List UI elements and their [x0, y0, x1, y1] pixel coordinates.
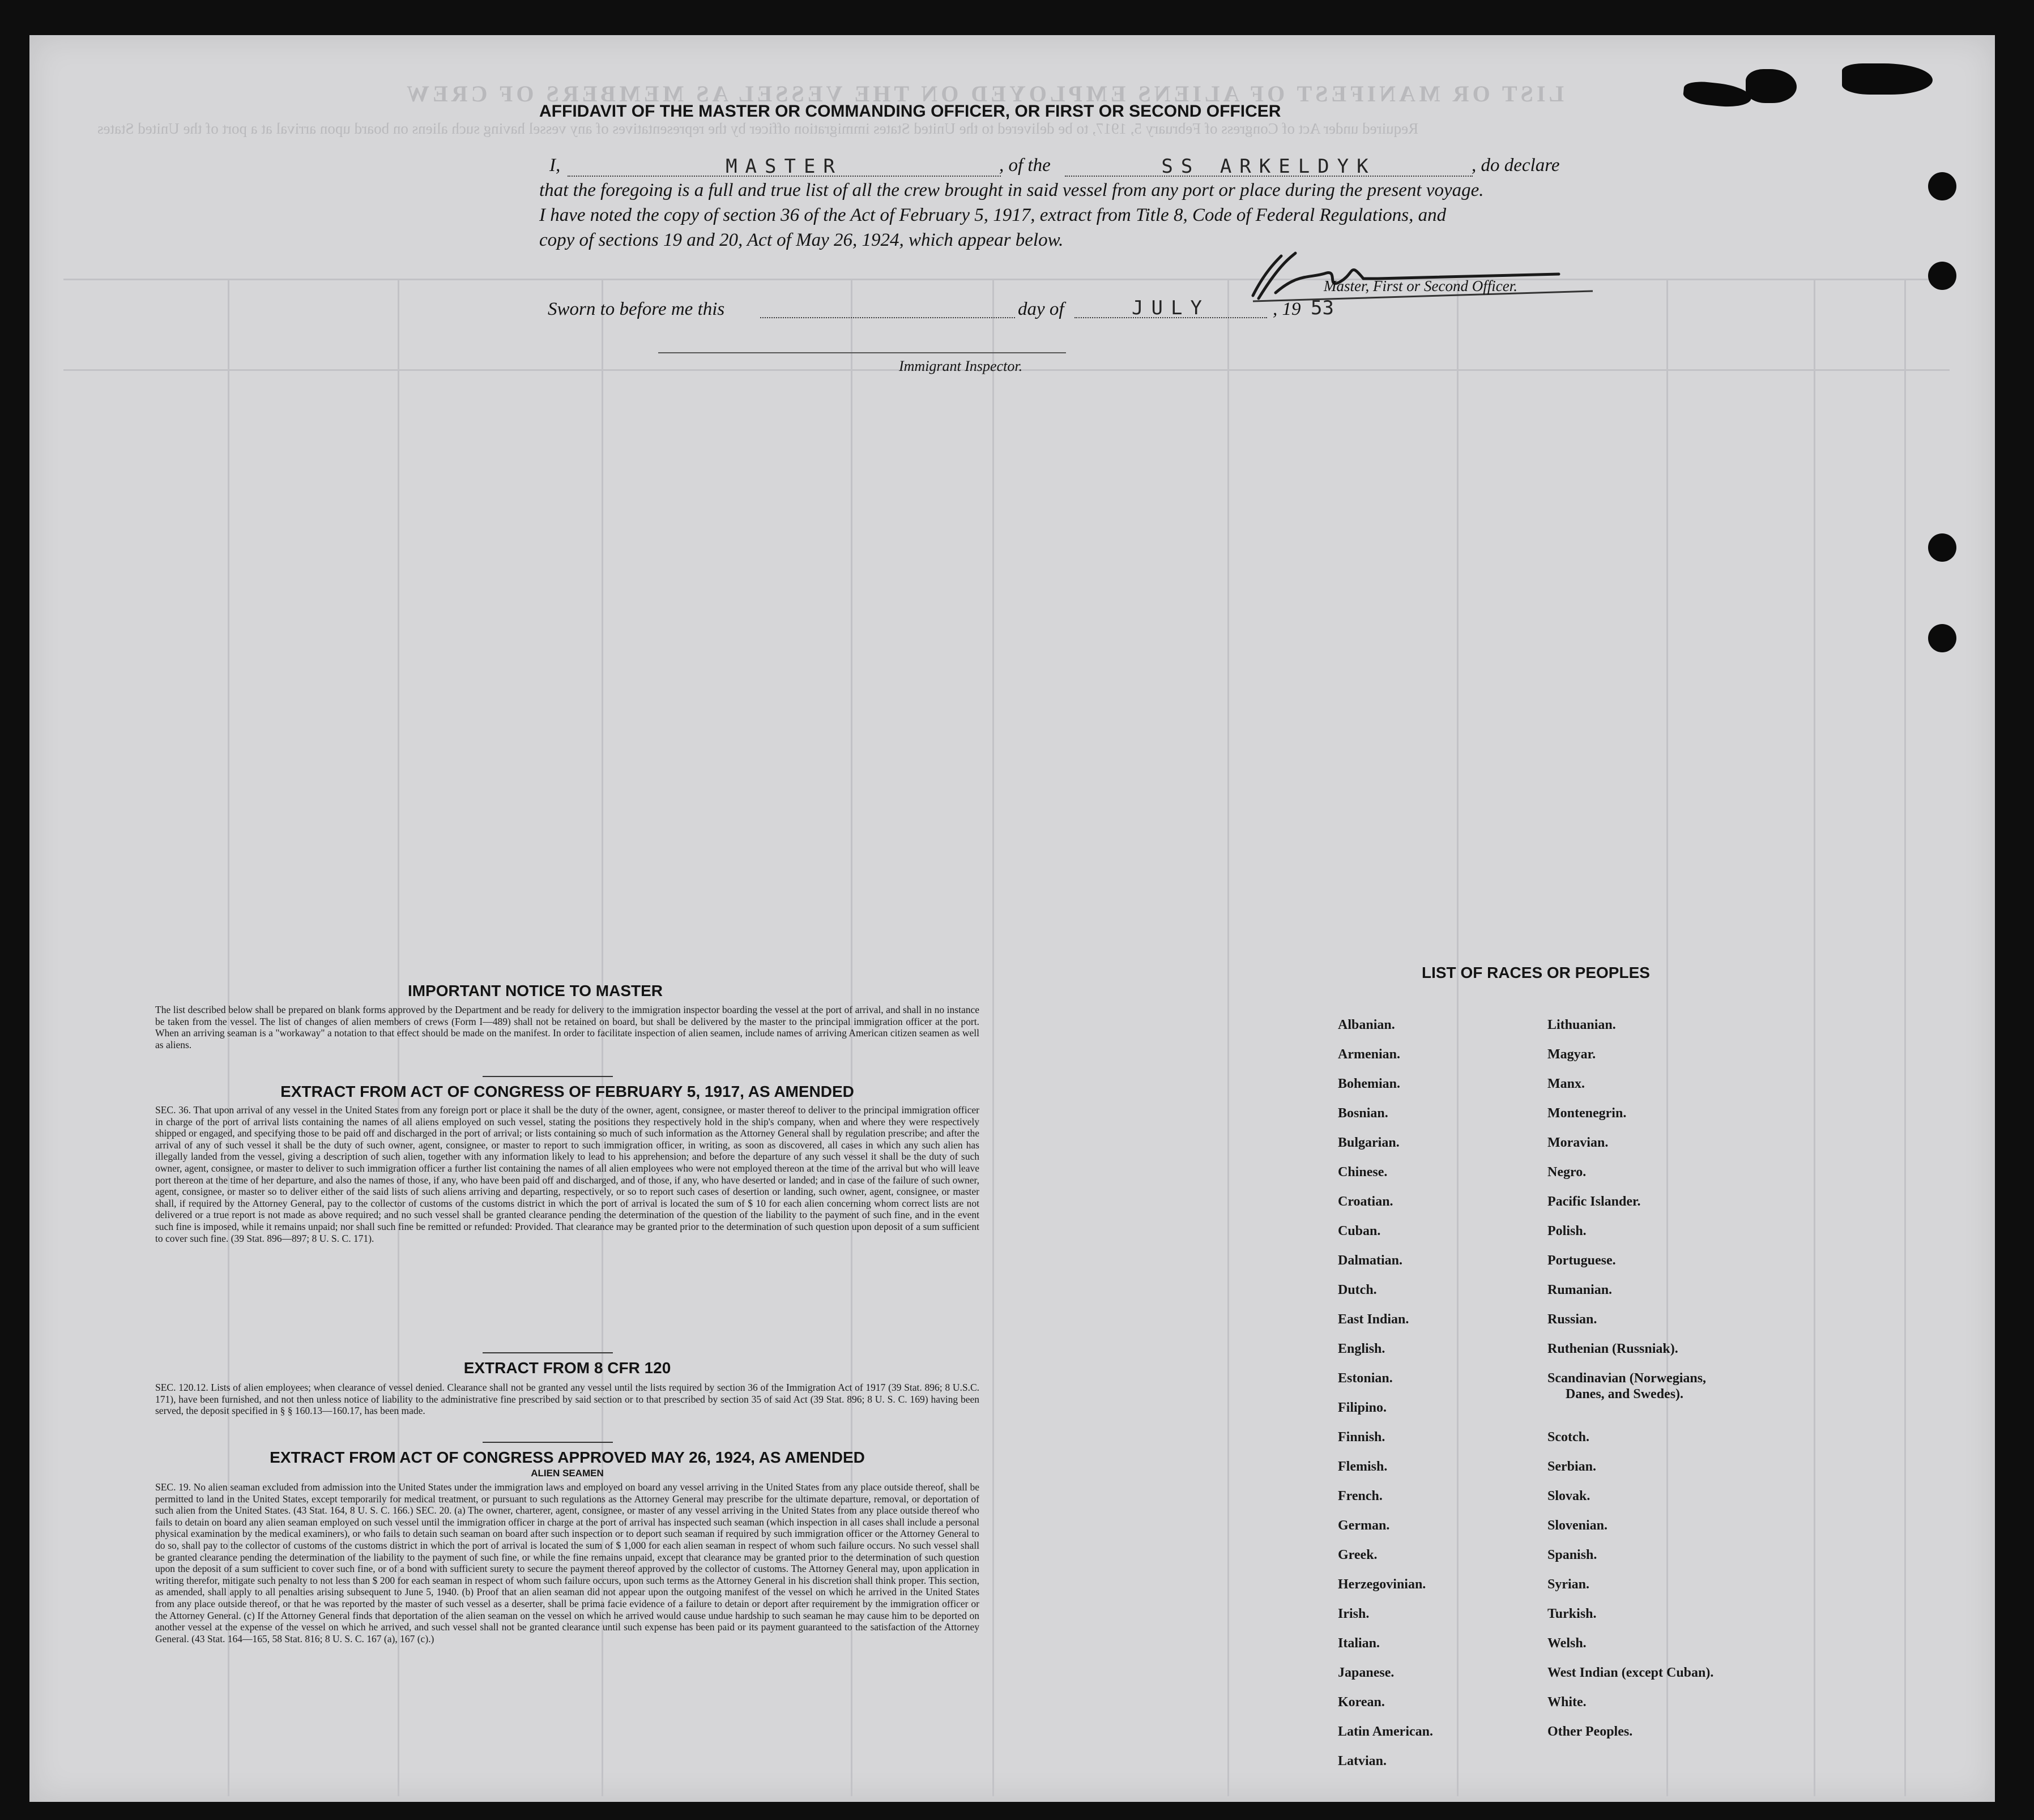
race-item: French.: [1338, 1489, 1383, 1503]
race-item: Italian.: [1338, 1636, 1380, 1651]
race-item: Moravian.: [1547, 1135, 1609, 1150]
torn-edge: [1842, 63, 1933, 95]
race-item: East Indian.: [1338, 1312, 1409, 1327]
sworn-label: Sworn to before me this: [548, 299, 725, 319]
race-item: Armenian.: [1338, 1047, 1400, 1062]
affidavit-statement-line: I have noted the copy of section 36 of the Act of February 5, 1917, extract from Title 8, Code of Federal Regulations, and: [539, 205, 1447, 225]
extract-1917-body: SEC. 36. That upon arrival of any vessel in the United States from any foreign port or place it shall be the duty of the owner, agent, consignee, or master thereof to deliver to the principal immigration officer in charge of the port of arrival lists containing the names of all aliens employed on such vessel, stating the positions they respectively hold in the ship's company, when and where they were respectively shipped or engaged, and specifying those to be paid off and discharged in the port of arrival; or lists containing so much of such information as the Attorney General shall by regulation prescribe; and after the arrival of any of such vessel it shall be the duty of such owner, agent, consignee, or master to report to such immigration officer, in writing, as soon as discovered, all cases in which any such alien has illegally landed from the vessel, giving a description of such alien, together with any information likely to lead to his apprehension; and before the departure of any such vessel it shall be the duty of such owner, agent, consignee, or master to deliver to such immigration officer a further list containing the names of all alien employees who were not employed thereon at the time of the arrival but who will leave port thereon at the time of her departure, and also the names of those, if any, who have been paid off and discharged, and of those, if any, who have deserted or landed; and in case of the failure of such owner, agent, consignee, or master so to deliver either of the said lists of such aliens arriving and departing, respectively, or so to report such cases of desertion or landing, such owner, agent, consignee, or master shall, if required by the Attorney General, pay to the collector of customs of the customs district in which the port of arrival is located the sum of $ 10 for each alien concerning whom correct lists are not delivered or a true report is not made as above required; and no such vessel shall be granted clearance pending the determination of the question of the liability to the payment of such fine, and in the event such fine is imposed, while it remains unpaid; nor shall such fine be remitted or refunded: Provided. That clearance may be granted prior to the determination of such question upon deposit of a sum sufficient to cover such fine. (39 Stat. 896—897; 8 U. S. C. 171).: [155, 1104, 979, 1244]
bleed-through-rule: [992, 279, 994, 1796]
torn-edge: [1682, 80, 1752, 109]
race-item: Rumanian.: [1547, 1283, 1613, 1297]
affidavit-statement-line: that the foregoing is a full and true list of all the crew brought in said vessel from any port or place during the present voyage.: [539, 180, 1484, 200]
inspector-caption: Immigrant Inspector.: [899, 358, 1023, 374]
punch-hole: [1928, 624, 1956, 652]
race-item: Estonian.: [1338, 1371, 1393, 1386]
race-item: Scotch.: [1547, 1430, 1589, 1445]
race-item: Spanish.: [1547, 1548, 1597, 1562]
notice-title: IMPORTANT NOTICE TO MASTER: [407, 982, 663, 999]
race-item: Negro.: [1547, 1165, 1587, 1180]
race-item: Serbian.: [1547, 1459, 1597, 1474]
race-item: Cuban.: [1338, 1224, 1381, 1238]
section-divider: [483, 1442, 613, 1443]
day-of-label: day of: [1018, 299, 1064, 319]
notice-body: The list described below shall be prepared on blank forms approved by the Department and be ready for delivery to the immigration inspector boarding the vessel at the port of arrival, and shall in no instance be taken from the vessel. The list of changes of alien members of crews (Form I—489) shall not be retained on board, but shall be delivered by the master to the principal immigration officer at the port. When an arriving seaman is a "workaway" a notation to that effect should be made on the manifest. In order to facilitate inspection of alien seamen, include names of arriving American citizen seamen as well as aliens.: [155, 1004, 979, 1050]
race-item: White.: [1547, 1695, 1587, 1710]
extract-1924-subtitle: ALIEN SEAMEN: [531, 1468, 604, 1479]
punch-hole: [1928, 533, 1956, 562]
race-item: Herzegovinian.: [1338, 1577, 1426, 1592]
torn-edge: [1746, 69, 1797, 103]
race-item: Albanian.: [1338, 1018, 1395, 1032]
race-item: Greek.: [1338, 1548, 1378, 1562]
bleed-through-rule: [1904, 279, 1906, 1796]
race-item: Bulgarian.: [1338, 1135, 1400, 1150]
bleed-through-rule: [1666, 279, 1668, 1796]
race-item: Dutch.: [1338, 1283, 1377, 1297]
race-item: Turkish.: [1547, 1607, 1597, 1621]
race-item: Dalmatian.: [1338, 1253, 1402, 1268]
race-item: Montenegrin.: [1547, 1106, 1627, 1121]
race-item: Pacific Islander.: [1547, 1194, 1641, 1209]
race-item: Scandinavian (Norwegians,: [1547, 1371, 1707, 1386]
races-title: LIST OF RACES OR PEOPLES: [1422, 964, 1650, 981]
race-item: Magyar.: [1547, 1047, 1596, 1062]
extract-cfr-title: EXTRACT FROM 8 CFR 120: [463, 1359, 671, 1377]
race-item: Bohemian.: [1338, 1076, 1401, 1091]
race-item: Bosnian.: [1338, 1106, 1388, 1121]
race-item: Portuguese.: [1547, 1253, 1616, 1268]
race-item: Ruthenian (Russniak).: [1547, 1341, 1678, 1356]
bleed-through-rule: [1227, 279, 1229, 1796]
sworn-year-field: 53: [1311, 297, 1334, 319]
affidavit-statement-line: copy of sections 19 and 20, Act of May 26, 1924, which appear below.: [539, 230, 1064, 250]
race-item: Lithuanian.: [1547, 1018, 1616, 1032]
race-item: Danes, and Swedes).: [1566, 1387, 1684, 1402]
affidavit-name-field: MASTER: [568, 155, 1001, 177]
affidavit-heading: AFFIDAVIT OF THE MASTER OR COMMANDING OFFICER, OR FIRST OR SECOND OFFICER: [539, 102, 1281, 121]
sworn-month-field: JULY: [1074, 297, 1267, 318]
bleed-through-rule: [1457, 279, 1459, 1796]
bleed-through-subtitle: Required under Act of Congress of February 5, 1917, to be delivered to the United States immigration officer by the representatives of any vessel having such aliens on board upon arrival at a port of the United States: [97, 120, 1419, 137]
race-item: Russian.: [1547, 1312, 1597, 1327]
race-item: Latvian.: [1338, 1754, 1387, 1768]
affidavit-of-the-label: , of the: [999, 155, 1051, 176]
race-item: Korean.: [1338, 1695, 1385, 1710]
bleed-through-title: LIST OR MANIFEST OF ALIENS EMPLOYED ON THE VESSEL AS MEMBERS OF CREW: [403, 81, 1564, 106]
race-item: Slovenian.: [1547, 1518, 1608, 1533]
race-item: German.: [1338, 1518, 1390, 1533]
year-prefix-label: , 19: [1273, 299, 1301, 319]
race-item: Finnish.: [1338, 1430, 1385, 1445]
affidavit-i-label: I,: [549, 155, 561, 176]
race-item: Manx.: [1547, 1076, 1585, 1091]
extract-1924-title: EXTRACT FROM ACT OF CONGRESS APPROVED MAY 26, 1924, AS AMENDED: [270, 1449, 865, 1466]
race-item: Flemish.: [1338, 1459, 1388, 1474]
race-item: West Indian (except Cuban).: [1547, 1665, 1714, 1680]
inspector-signature-line: [658, 352, 1066, 353]
race-item: Irish.: [1338, 1607, 1370, 1621]
document-sheet: [29, 35, 1995, 1802]
race-item: Croatian.: [1338, 1194, 1393, 1209]
punch-hole: [1928, 262, 1956, 290]
race-item: Polish.: [1547, 1224, 1587, 1238]
bleed-through-rule: [1814, 279, 1815, 1796]
section-divider: [483, 1076, 613, 1077]
sworn-day-field: [760, 317, 1015, 318]
race-item: Other Peoples.: [1547, 1724, 1633, 1739]
race-item: Welsh.: [1547, 1636, 1587, 1651]
race-item: Filipino.: [1338, 1400, 1387, 1415]
extract-1917-title: EXTRACT FROM ACT OF CONGRESS OF FEBRUARY 5, 1917, AS AMENDED: [280, 1083, 854, 1100]
affidavit-vessel-field: SS ARKELDYK: [1065, 155, 1473, 177]
affidavit-declare-label: , do declare: [1472, 155, 1560, 176]
race-item: Slovak.: [1547, 1489, 1590, 1503]
race-item: Syrian.: [1547, 1577, 1590, 1592]
punch-hole: [1928, 172, 1956, 200]
section-divider: [483, 1352, 613, 1353]
extract-cfr-body: SEC. 120.12. Lists of alien employees; when clearance of vessel denied. Clearance shall not be granted any vessel until the lists required by section 36 of the Immigration Act of 1917 (39 Stat. 896; 8 U.S.C. 171), have been furnished, and not then unless notice of liability to the administrative fine prescribed by said section or to that prescribed by section 35 of said Act (39 Stat. 896; 8 U. S. C. 169) having been served, the deposit specified in § § 160.13—160.17, has been made.: [155, 1382, 979, 1417]
race-item: English.: [1338, 1341, 1385, 1356]
race-item: Latin American.: [1338, 1724, 1433, 1739]
extract-1924-body: SEC. 19. No alien seaman excluded from admission into the United States under the immigration laws and employed on board any vessel arriving in the United States from any place outside thereof, shall be permitted to land in the United States, except temporarily for medical treatment, or pursuant to such regulations as the Attorney General may prescribe for the ultimate departure, removal, or deportation of such alien from the United States. (43 Stat. 164, 8 U. S. C. 166.) SEC. 20. (a) The owner, charterer, agent, consignee, or master of any vessel arriving in the United States from any place outside thereof who fails to detain on board any alien seaman employed on such vessel until the immigration officer in charge at the port of arrival has inspected such seaman (which inspection in all cases shall include a personal physical examination by the medical examiners), or who fails to detain such seaman on board after such inspection or to deport such seaman if required by such immigration officer or the Attorney General to do so, shall pay to the collector of customs of the customs district in which the port of arrival is located the sum of $ 1,000 for each alien seaman in respect of whom such failure occurs. No such vessel shall be granted clearance pending the determination of the liability to the payment of such fine, or while the fine remains unpaid, except that clearance may be granted prior to the determination of such question upon the deposit of a sum sufficient to cover such fine, or of a bond with sufficient surety to secure the payment thereof approved by the collector of customs. The Attorney General may, upon application in writing therefor, mitigate such penalty to not less than $ 200 for each seaman in respect of whom such failure occurs, upon such terms as the Attorney General in his discretion shall think proper. This section, as amended, shall apply to all penalties arising subsequent to June 5, 1940. (b) Proof that an alien seaman did not appear upon the outgoing manifest of the vessel on which he arrived in the United States from any place outside thereof, or that he was reported by the master of such vessel as a deserter, shall be prima facie evidence of a failure to detain or deport after requirement by the immigration officer or the Attorney General. (c) If the Attorney General finds that deportation of the alien seaman on the vessel on which he arrived would cause undue hardship to such seaman he may cause him to be deported on another vessel at the expense of the vessel on which he arrived, and such vessel shall not be granted clearance until such expense has been paid or its payment guaranteed to the satisfaction of the Attorney General. (43 Stat. 164—165, 58 Stat. 816; 8 U. S. C. 167 (a), 167 (c).): [155, 1481, 979, 1644]
race-item: Chinese.: [1338, 1165, 1388, 1180]
race-item: Japanese.: [1338, 1665, 1395, 1680]
signature-caption: Master, First or Second Officer.: [1324, 277, 1517, 294]
